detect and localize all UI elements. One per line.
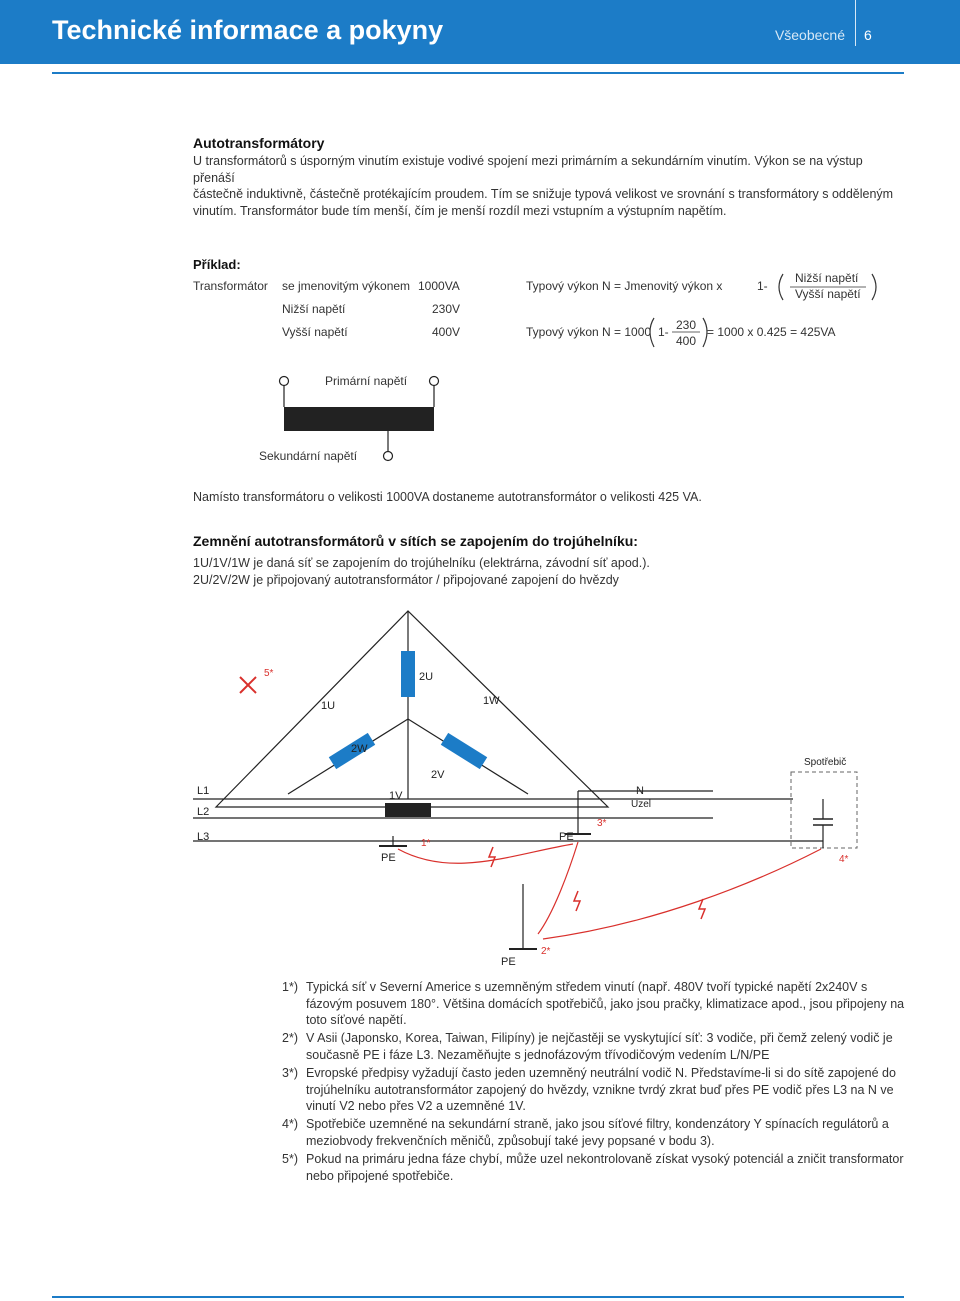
label-2w: 2W [351, 743, 368, 755]
label-l1: L1 [197, 785, 210, 797]
formula-brackets [0, 0, 960, 360]
lightning-icon [574, 891, 580, 911]
label-consumer: Spotřebič [804, 757, 847, 768]
example-heading: Příklad: [193, 257, 241, 272]
label-l2: L2 [197, 806, 210, 818]
label-n: N [636, 785, 644, 797]
earthing-line-1: 1U/1V/1W je daná síť se zapojením do trojúhelníku (elektrárna, závodní síť apod.). [193, 556, 650, 570]
calc-result: = 1000 x 0.425 = 425VA [707, 325, 836, 339]
rated-power-label: se jmenovitým výkonem [282, 279, 411, 293]
paren-left [779, 274, 783, 300]
footnote [282, 1065, 907, 1115]
winding-2v [441, 733, 487, 769]
earthing-heading: Zemnění autotransformátorů v sítích se zapojením do trojúhelníku: [193, 533, 638, 549]
mark-2: 2* [541, 946, 551, 957]
earthing-line-2: 2U/2V/2W je připojovaný autotransformátor / připojované zapojení do hvězdy [193, 573, 619, 587]
label-2u: 2U [419, 671, 434, 683]
secondary-voltage-label: Sekundární napětí [259, 449, 358, 463]
primary-voltage-label: Primární napětí [325, 374, 408, 388]
paren-left [650, 318, 654, 347]
footnote-mark: 3*) [282, 1066, 298, 1080]
earthing-circuit-diagram [193, 594, 898, 974]
calc-left: Typový výkon N = 1000 [526, 325, 652, 339]
formula-numerator: Nižší napětí [795, 271, 859, 285]
mark-5: 5* [264, 668, 274, 679]
delta-network [216, 611, 608, 807]
mark-1: 1* [421, 838, 431, 849]
footnote-text: Pokud na primáru jedna fáze chybí, může uzel nekontrolovaně získat vysoký potenciál a zničit transformator nebo připojené spotřebiče. [306, 1152, 904, 1183]
paragraph-line: vinutím. Transformátor bude tím menší, čím je menší rozdíl mezi vstupním a výstupním napětím. [193, 203, 727, 218]
formula-left: Typový výkon N = Jmenovitý výkon x [526, 279, 723, 293]
paragraph-line: U transformátorů s úsporným vinutím existuje vodivé spojení mezi primárním a sekundárním vinutím. Výkon se na výstup přenáší [193, 154, 863, 185]
label-2v: 2V [431, 769, 445, 781]
label-1v: 1V [389, 790, 403, 802]
label-l3: L3 [197, 831, 210, 843]
primary-terminal-right [430, 377, 439, 386]
consumer-box [791, 772, 857, 848]
footnote [282, 979, 907, 1029]
higher-voltage-label: Vyšší napětí [282, 325, 348, 339]
page-title: Technické informace a pokyny [52, 15, 444, 45]
footnote-mark: 1*) [282, 980, 298, 994]
label-1u: 1U [321, 700, 336, 712]
paragraph-line: částečně induktivně, částečně protékajícím proudem. Tím se snižuje typová velikost ve srovnání s transformátory s odděleným [193, 187, 894, 201]
winding-block [284, 407, 434, 431]
footnote [282, 1116, 907, 1149]
autotransformers-heading: Autotransformátory [193, 135, 325, 151]
section-label: Všeobecné [774, 27, 845, 43]
lower-voltage-label: Nižší napětí [282, 302, 346, 316]
winding-2u [401, 651, 415, 697]
paren-right [703, 318, 707, 347]
fault-arrow-2 [538, 842, 578, 934]
lightning-icon [489, 847, 495, 867]
example-transformer-label: Transformátor [193, 279, 268, 293]
mark-3: 3* [597, 818, 607, 829]
lightning-icon [699, 899, 705, 919]
calc-numerator: 230 [676, 318, 697, 332]
footnote-text: Spotřebiče uzemněné na sekundární straně, jako jsou síťové filtry, kondenzátory Y spínacích regulátorů a meziobvody frekvenčních měničů, způsobují také jevy popsané v bodu 3). [306, 1117, 889, 1148]
missing-phase-x-icon [240, 677, 256, 693]
footnote-text: V Asii (Japonsko, Korea, Taiwan, Filipíny) je nejčastěji se vyskytující síť: 3 vodiče, při čemž zelený vodič je současně PE i fáze L3. Nezaměňujte s jednofázovým třívodičovým vedením L/N/PE [306, 1031, 893, 1062]
winding-1v [385, 803, 431, 817]
label-pe-left: PE [381, 852, 396, 864]
footnote [282, 1030, 907, 1063]
lower-voltage-value: 230V [432, 302, 461, 316]
paren-right [872, 274, 876, 300]
calc-one-minus: 1- [658, 325, 669, 339]
fault-arrow-3 [543, 849, 821, 939]
label-pe-mid: PE [559, 831, 574, 843]
formula-denominator: Vyšší napětí [795, 287, 861, 301]
label-pe-bottom: PE [501, 956, 516, 968]
footnote-text: Typická síť v Severní Americe s uzemněným středem vinutí (např. 480V tvoří typické napětí 2x240V s fázovým posuvem 180°. Většina domácích spotřebičů, jako jsou pračky, klimatizace apod., jsou připojeny na toto síťové napětí. [306, 980, 905, 1027]
conclusion-text: Namísto transformátoru o velikosti 1000VA dostaneme autotransformátor o velikosti 425 VA. [193, 490, 702, 504]
rated-power-value: 1000VA [418, 279, 460, 293]
bottom-rule [52, 1296, 904, 1298]
pe-ground-bottom [509, 884, 537, 949]
mark-4: 4* [839, 854, 849, 865]
secondary-terminal [384, 452, 393, 461]
page-number: 6 [864, 27, 872, 43]
higher-voltage-value: 400V [432, 325, 461, 339]
footnote-mark: 5*) [282, 1152, 298, 1166]
footnote [282, 1151, 907, 1184]
formula-one-minus: 1- [757, 279, 768, 293]
label-uzel: Uzel [631, 799, 652, 810]
calc-denominator: 400 [676, 334, 697, 348]
footnote-mark: 2*) [282, 1031, 298, 1045]
label-1w: 1W [483, 695, 500, 707]
footnote-text: Evropské předpisy vyžadují často jeden uzemněný neutrální vodič N. Představíme-li si do sítě zapojené do trojúhelníku autotransformátor zapojený do hvězdy, vznikne tvrdý zkrat buď přes PE vodič přes L3 na N ve vinutí V2 nebo přes V2 a uzemněné 1V. [306, 1066, 896, 1113]
primary-terminal-left [280, 377, 289, 386]
footnote-mark: 4*) [282, 1117, 298, 1131]
